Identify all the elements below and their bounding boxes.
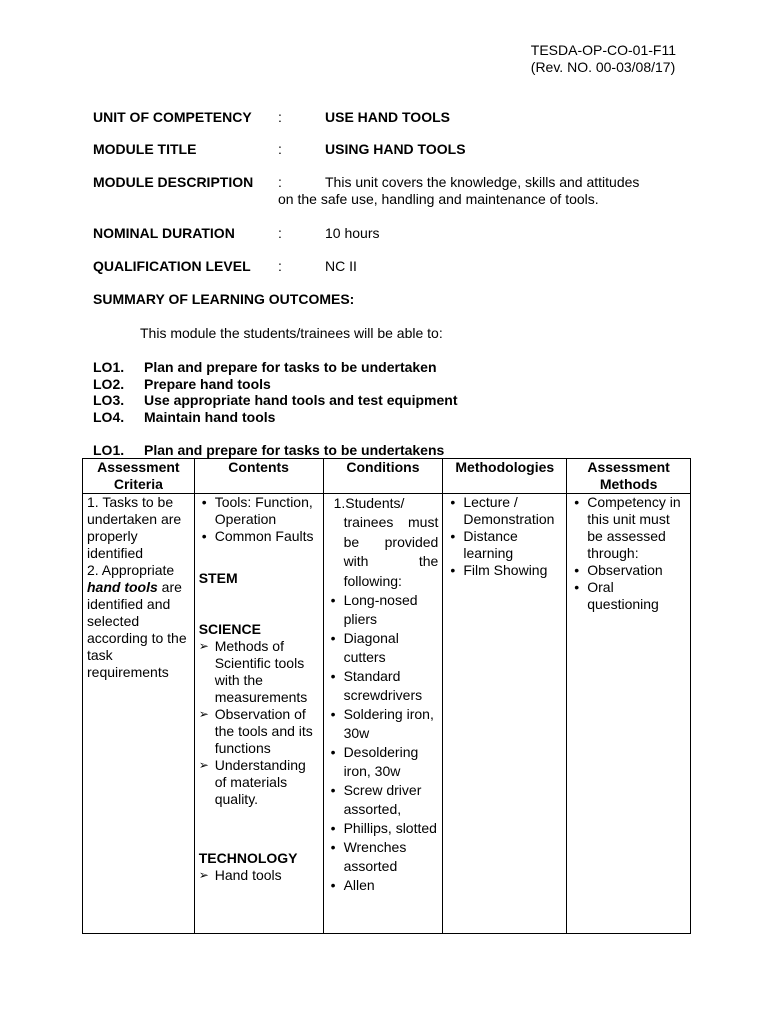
revision-number: (Rev. NO. 00-03/08/17): [530, 59, 676, 75]
list-item: • Diagonal cutters: [328, 629, 439, 667]
list-item: • Competency in this unit must be assessed through:: [571, 494, 686, 562]
level-label: QUALIFICATION LEVEL: [93, 258, 251, 274]
list-item: • Tools: Function, Operation: [199, 494, 319, 528]
cell-contents: [194, 494, 323, 934]
list-item: ➢ Observation of the tools and its functions: [199, 706, 319, 757]
colon: :: [278, 141, 282, 157]
list-item: • Desoldering iron, 30w: [328, 743, 439, 781]
criteria-1: 1. Tasks to be undertaken are properly identified: [87, 494, 182, 561]
duration-value: 10 hours: [325, 225, 380, 241]
header-methodologies: Methodologies: [443, 459, 567, 494]
list-item: • Oral questioning: [571, 579, 686, 613]
lo1-table-heading: LO1. Plan and prepare for tasks to be undertakens: [93, 442, 445, 458]
list-item: • Wrenches assorted: [328, 838, 439, 876]
learning-outcome-4: LO4. Maintain hand tools: [93, 409, 276, 425]
summary-title: SUMMARY OF LEARNING OUTCOMES:: [93, 291, 355, 307]
list-item: • Observation: [571, 562, 686, 579]
lo1-table: [82, 458, 691, 934]
module-description-line2: on the safe use, handling and maintenance of tools.: [278, 191, 599, 207]
list-item: • Common Faults: [199, 528, 319, 545]
cell-methodologies: [443, 494, 567, 934]
learning-outcome-3: LO3. Use appropriate hand tools and test equipment: [93, 392, 458, 408]
list-item: ➢ Understanding of materials quality.: [199, 757, 319, 808]
table-row: [83, 494, 691, 934]
unit-value: USE HAND TOOLS: [325, 109, 450, 125]
unit-label: UNIT OF COMPETENCY: [93, 109, 252, 125]
stem-heading: STEM: [198, 570, 238, 586]
module-description-row: [93, 174, 693, 214]
science-heading: SCIENCE: [198, 621, 261, 637]
list-item: • Long-nosed pliers: [328, 591, 439, 629]
form-code: TESDA-OP-CO-01-F11: [530, 42, 676, 58]
list-item: • Lecture / Demonstration: [447, 494, 562, 528]
technology-heading: TECHNOLOGY: [198, 850, 298, 866]
module-description-line1: This unit covers the knowledge, skills and attitudes: [325, 174, 640, 190]
list-item: • Standard screwdrivers: [328, 667, 439, 705]
conditions-intro-a: 1.Students/: [333, 495, 405, 511]
cell-conditions: [323, 494, 443, 934]
conditions-intro-b: trainees must be provided with the following:: [343, 514, 439, 589]
colon: :: [278, 109, 282, 125]
header-assessment-criteria: Assessment Criteria: [83, 459, 195, 494]
module-description-label: MODULE DESCRIPTION: [93, 174, 254, 190]
learning-outcome-2: LO2. Prepare hand tools: [93, 376, 271, 392]
list-item: • Soldering iron, 30w: [328, 705, 439, 743]
list-item: • Distance learning: [447, 528, 562, 562]
colon: :: [278, 225, 282, 241]
module-title-value: USING HAND TOOLS: [325, 141, 466, 157]
list-item: ➢ Hand tools: [199, 867, 319, 884]
colon: :: [278, 258, 282, 274]
header-conditions: Conditions: [323, 459, 443, 494]
table-header-row: [83, 459, 691, 494]
summary-intro: This module the students/trainees will be able to:: [140, 325, 443, 341]
header-assessment-methods: Assessment Methods: [567, 459, 691, 494]
learning-outcome-1: LO1. Plan and prepare for tasks to be undertaken: [93, 359, 437, 375]
list-item: • Phillips, slotted: [328, 819, 439, 838]
list-item: • Film Showing: [447, 562, 562, 579]
list-item: ➢ Methods of Scientific tools with the measurements: [199, 638, 319, 706]
module-title-label: MODULE TITLE: [93, 141, 197, 157]
list-item: • Allen: [328, 876, 439, 895]
colon: :: [278, 174, 282, 190]
cell-criteria: [83, 494, 195, 934]
cell-assessment-methods: [567, 494, 691, 934]
level-value: NC II: [325, 258, 357, 274]
duration-label: NOMINAL DURATION: [93, 225, 235, 241]
form-header: [531, 42, 676, 76]
header-contents: Contents: [194, 459, 323, 494]
list-item: • Screw driver assorted,: [328, 781, 439, 819]
criteria-2: 2. Appropriate hand tools are identified and selected according to the task requirements: [87, 562, 187, 680]
